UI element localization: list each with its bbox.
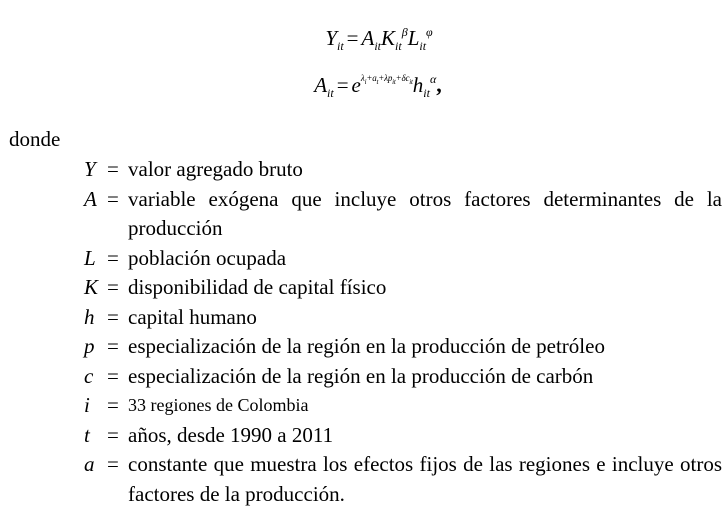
definition-symbol: A [84,186,97,211]
eq2-equals: = [336,73,349,97]
eq2-term-h-sub: it [423,86,430,100]
donde-label: donde [9,127,61,151]
eq2-exp-a: +a [366,73,377,83]
eq2-base: e [351,73,361,97]
definition-symbol: p [84,334,95,358]
definition-item [0,185,726,244]
definition-equals: = [107,393,119,417]
equation-technology-term [0,72,726,100]
definition-text: valor agregado bruto [128,157,303,181]
definition-symbol: c [84,363,94,388]
eq1-term-k: K [381,26,396,50]
eq1-term-l-sub: it [419,39,427,53]
definition-symbol: i [84,393,90,417]
definition-text: 33 regiones de Colombia [128,395,309,415]
eq2-term-h-sup: α [429,72,437,86]
eq1-lhs-sub: it [337,39,344,53]
eq2-trailing-comma: , [436,72,442,97]
eq2-exp-c-sub: it [409,78,413,86]
definition-text: disponibilidad de capital físico [128,275,387,299]
eq2-term-h: h [412,73,424,97]
definition-text: variable exógena que incluye otros factores determinantes de la producción [128,186,722,240]
definition-equals: = [107,334,119,358]
eq2-exp-lambda: λ [360,73,365,83]
eq1-term-a: A [361,26,375,50]
eq2-exp-c: +δc [395,73,410,83]
definition-equals: = [107,275,119,299]
definition-text: especialización de la región en la producción de carbón [128,363,594,388]
eq2-exp-a-sub: t [376,78,379,86]
eq1-equals: = [346,26,359,50]
definition-item [0,421,726,451]
eq1-term-l: L [407,26,420,50]
definition-item [0,450,726,509]
definition-equals: = [107,363,119,388]
definition-equals: = [107,157,119,181]
eq2-exp-p: +λp [378,73,393,83]
definition-equals: = [107,245,119,270]
eq2-exp-lambda-sub: i [364,78,367,86]
definition-item [0,244,726,274]
definition-item [0,273,726,303]
definition-symbol: a [84,452,95,476]
definition-text: constante que muestra los efectos fijos de las regiones e incluye otros factores de la producción. [128,452,722,506]
definitions-list [0,155,726,509]
definition-item [0,332,726,362]
definition-item [0,303,726,333]
definition-symbol: L [84,245,96,270]
eq2-exp-p-sub: it [392,78,396,86]
eq2-lhs-sub: it [327,86,334,100]
eq1-term-a-sub: it [374,39,382,53]
definition-item [0,391,726,421]
eq1-term-l-sup: φ [426,25,433,39]
eq2-exponent [360,73,413,86]
eq1-term-k-sub: it [395,39,402,53]
eq2-lhs: A [314,73,328,97]
definition-item [0,362,726,392]
definition-text: población ocupada [128,245,287,270]
definition-symbol: K [84,275,99,299]
definition-text: años, desde 1990 a 2011 [128,422,334,447]
definition-equals: = [107,452,119,476]
definition-text: capital humano [128,304,257,329]
definition-symbol: t [84,422,90,447]
definition-symbol: Y [84,157,96,181]
definition-item [0,155,726,185]
definition-text: especialización de la región en la producción de petróleo [128,334,605,358]
definition-equals: = [107,186,119,211]
definition-symbol: h [84,304,95,329]
definition-equals: = [107,422,119,447]
equation-production-function [0,25,726,53]
eq1-lhs: Y [325,26,337,50]
definition-equals: = [107,304,119,329]
eq1-term-k-sup: β [401,25,408,39]
